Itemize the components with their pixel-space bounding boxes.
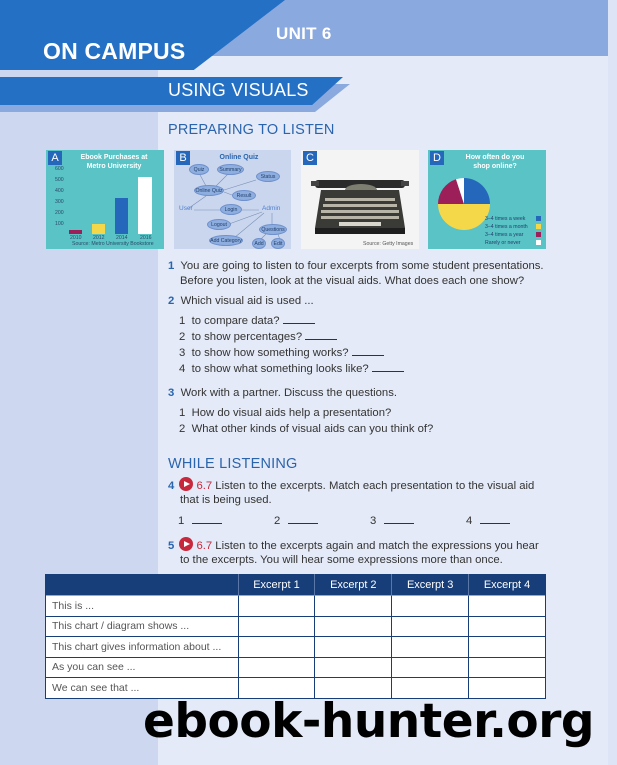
track-number: 6.7 <box>196 480 213 492</box>
question-1-line1: You are going to listen to four excerpts from some student presentations. <box>180 260 544 272</box>
match-blank-1 <box>178 513 222 529</box>
panel-letter-b: B <box>176 151 190 165</box>
panel-letter-a: A <box>48 151 62 165</box>
row-expression: This is ... <box>46 596 239 617</box>
question-2-item-1 <box>179 313 315 329</box>
node-add: Add <box>252 238 266 249</box>
checkbox-cell[interactable] <box>469 637 546 658</box>
item-text: to show what something looks like? <box>191 363 369 375</box>
question-2-text: Which visual aid is used ... <box>180 295 314 307</box>
answer-blank[interactable] <box>480 514 510 524</box>
question-5-number: 5 <box>168 540 175 552</box>
x-tick-2014: 2014 <box>116 235 128 241</box>
legend-swatch-year <box>536 232 541 237</box>
question-4-line1: Listen to the excerpts. Match each presentation to the visual aid <box>215 480 535 492</box>
table-row <box>46 657 546 678</box>
node-user: User <box>179 205 193 212</box>
table-row <box>46 637 546 658</box>
header-blank <box>46 575 239 596</box>
bar-2014 <box>115 198 128 234</box>
blank-number: 3 <box>370 515 377 527</box>
table-row <box>46 596 546 617</box>
item-text: to show percentages? <box>191 331 303 343</box>
typewriter-image <box>301 150 419 249</box>
node-questions: Questions <box>259 224 287 235</box>
watermark: ebook-hunter.org <box>143 694 595 749</box>
answer-blank[interactable] <box>352 346 384 356</box>
item-number: 1 <box>179 315 186 327</box>
checkbox-cell[interactable] <box>315 657 392 678</box>
checkbox-cell[interactable] <box>238 657 315 678</box>
header-excerpt-1: Excerpt 1 <box>238 575 315 596</box>
question-1 <box>168 258 544 274</box>
checkbox-cell[interactable] <box>392 596 469 617</box>
header-excerpt-2: Excerpt 2 <box>315 575 392 596</box>
item-number: 4 <box>179 363 186 375</box>
panel-letter-c: C <box>303 151 317 165</box>
y-tick-500: 500 <box>55 177 64 183</box>
y-tick-600: 600 <box>55 166 64 172</box>
panel-c-photo <box>301 150 419 249</box>
y-tick-100: 100 <box>55 221 64 227</box>
node-admin: Admin <box>262 205 281 212</box>
answer-blank[interactable] <box>372 362 404 372</box>
question-2 <box>168 293 314 309</box>
legend-swatch-month <box>536 224 541 229</box>
y-tick-300: 300 <box>55 199 64 205</box>
legend-swatch-week <box>536 216 541 221</box>
blank-number: 4 <box>466 515 473 527</box>
preparing-heading: PREPARING TO LISTEN <box>168 122 335 138</box>
track-number: 6.7 <box>196 540 213 552</box>
question-2-item-2 <box>179 329 337 345</box>
section-title: USING VISUALS <box>168 80 309 100</box>
node-summary: Summary <box>217 164 244 175</box>
pie-title-line2: shop online? <box>473 163 517 170</box>
blank-number: 2 <box>274 515 281 527</box>
checkbox-cell[interactable] <box>315 637 392 658</box>
photo-source: Source: Getty Images <box>363 241 414 247</box>
legend-year: 3–4 times a year <box>485 232 524 238</box>
question-3-text: Work with a partner. Discuss the questions. <box>180 387 397 399</box>
bar-chart-title-line1: Ebook Purchases at <box>80 154 148 161</box>
node-quiz: Quiz <box>189 164 209 175</box>
y-tick-400: 400 <box>55 188 64 194</box>
legend-month: 3–4 times a month <box>485 224 528 230</box>
table-row <box>46 616 546 637</box>
play-audio-icon[interactable] <box>179 537 193 551</box>
item-number: 2 <box>179 423 186 435</box>
x-tick-2016: 2016 <box>140 235 152 241</box>
question-3-item-1 <box>179 405 391 421</box>
bar-chart-title <box>68 153 160 171</box>
checkbox-cell[interactable] <box>315 616 392 637</box>
checkbox-cell[interactable] <box>392 616 469 637</box>
checkbox-cell[interactable] <box>238 637 315 658</box>
legend-week: 3–4 times a week <box>485 216 526 222</box>
page-right-edge <box>608 0 617 765</box>
bar-2010 <box>69 230 82 234</box>
expressions-table <box>45 574 546 699</box>
question-4-number: 4 <box>168 480 175 492</box>
node-login: Login <box>220 204 242 215</box>
checkbox-cell[interactable] <box>469 596 546 617</box>
item-number: 2 <box>179 331 186 343</box>
checkbox-cell[interactable] <box>392 637 469 658</box>
item-number: 3 <box>179 347 186 359</box>
checkbox-cell[interactable] <box>238 596 315 617</box>
match-blank-2 <box>274 513 318 529</box>
header-excerpt-3: Excerpt 3 <box>392 575 469 596</box>
y-tick-200: 200 <box>55 210 64 216</box>
panel-letter-d: D <box>430 151 444 165</box>
table-header-row <box>46 575 546 596</box>
row-expression: We can see that ... <box>46 678 239 699</box>
row-expression: This chart gives information about ... <box>46 637 239 658</box>
bar-2016 <box>138 177 152 234</box>
panel-b-diagram <box>174 150 291 249</box>
checkbox-cell[interactable] <box>315 596 392 617</box>
item-text: to compare data? <box>191 315 280 327</box>
question-2-item-3 <box>179 345 384 361</box>
legend-swatch-rarely <box>536 240 541 245</box>
question-3-number: 3 <box>168 387 175 399</box>
blank-number: 1 <box>178 515 185 527</box>
panel-d-pie-chart <box>428 150 546 249</box>
x-tick-2012: 2012 <box>93 235 105 241</box>
play-audio-icon[interactable] <box>179 477 193 491</box>
question-2-item-4 <box>179 361 404 377</box>
header-excerpt-4: Excerpt 4 <box>469 575 546 596</box>
item-text: What other kinds of visual aids can you think of? <box>191 423 434 435</box>
answer-blank[interactable] <box>192 514 222 524</box>
panel-a-bar-chart <box>46 150 164 249</box>
checkbox-cell[interactable] <box>469 616 546 637</box>
unit-title: ON CAMPUS <box>43 38 186 64</box>
bar-chart-title-line2: Metro University <box>86 163 142 170</box>
match-blank-3 <box>370 513 414 529</box>
answer-blank[interactable] <box>288 514 318 524</box>
item-text: How do visual aids help a presentation? <box>191 407 392 419</box>
bar-2012 <box>92 224 105 234</box>
pie-chart-title <box>450 153 540 171</box>
answer-blank[interactable] <box>305 330 337 340</box>
x-tick-2010: 2010 <box>70 235 82 241</box>
pie-title-line1: How often do you <box>465 154 525 161</box>
answer-blank[interactable] <box>384 514 414 524</box>
question-4-line2: that is being used. <box>180 494 272 506</box>
bar-chart-source: Source: Metro University Bookstore <box>72 241 154 247</box>
answer-blank[interactable] <box>283 314 315 324</box>
checkbox-cell[interactable] <box>238 616 315 637</box>
question-5-line1: Listen to the excerpts again and match the expressions you hear <box>215 540 539 552</box>
question-1-number: 1 <box>168 260 175 272</box>
checkbox-cell[interactable] <box>469 657 546 678</box>
question-1-line2: Before you listen, look at the visual aids. What does each one show? <box>180 275 525 287</box>
node-status: Status <box>256 171 280 182</box>
node-result: Result <box>232 190 256 201</box>
question-3 <box>168 385 397 401</box>
diagram-title: Online Quiz <box>219 154 259 161</box>
item-text: to show how something works? <box>191 347 349 359</box>
while-listening-heading: WHILE LISTENING <box>168 456 298 472</box>
row-expression: As you can see ... <box>46 657 239 678</box>
match-blank-4 <box>466 513 510 529</box>
question-5-line2: to the excerpts. You will hear some expressions more than once. <box>180 554 503 566</box>
node-logout: Logout <box>207 219 231 230</box>
question-3-item-2 <box>179 421 433 437</box>
legend-rarely: Rarely or never <box>485 240 521 246</box>
unit-label: UNIT 6 <box>276 24 332 43</box>
node-online-quiz: Online Quiz <box>194 185 224 196</box>
question-2-number: 2 <box>168 295 175 307</box>
node-edit: Edit <box>271 238 285 249</box>
checkbox-cell[interactable] <box>392 657 469 678</box>
item-number: 1 <box>179 407 186 419</box>
row-expression: This chart / diagram shows ... <box>46 616 239 637</box>
node-add-category: Add Category <box>209 235 243 246</box>
